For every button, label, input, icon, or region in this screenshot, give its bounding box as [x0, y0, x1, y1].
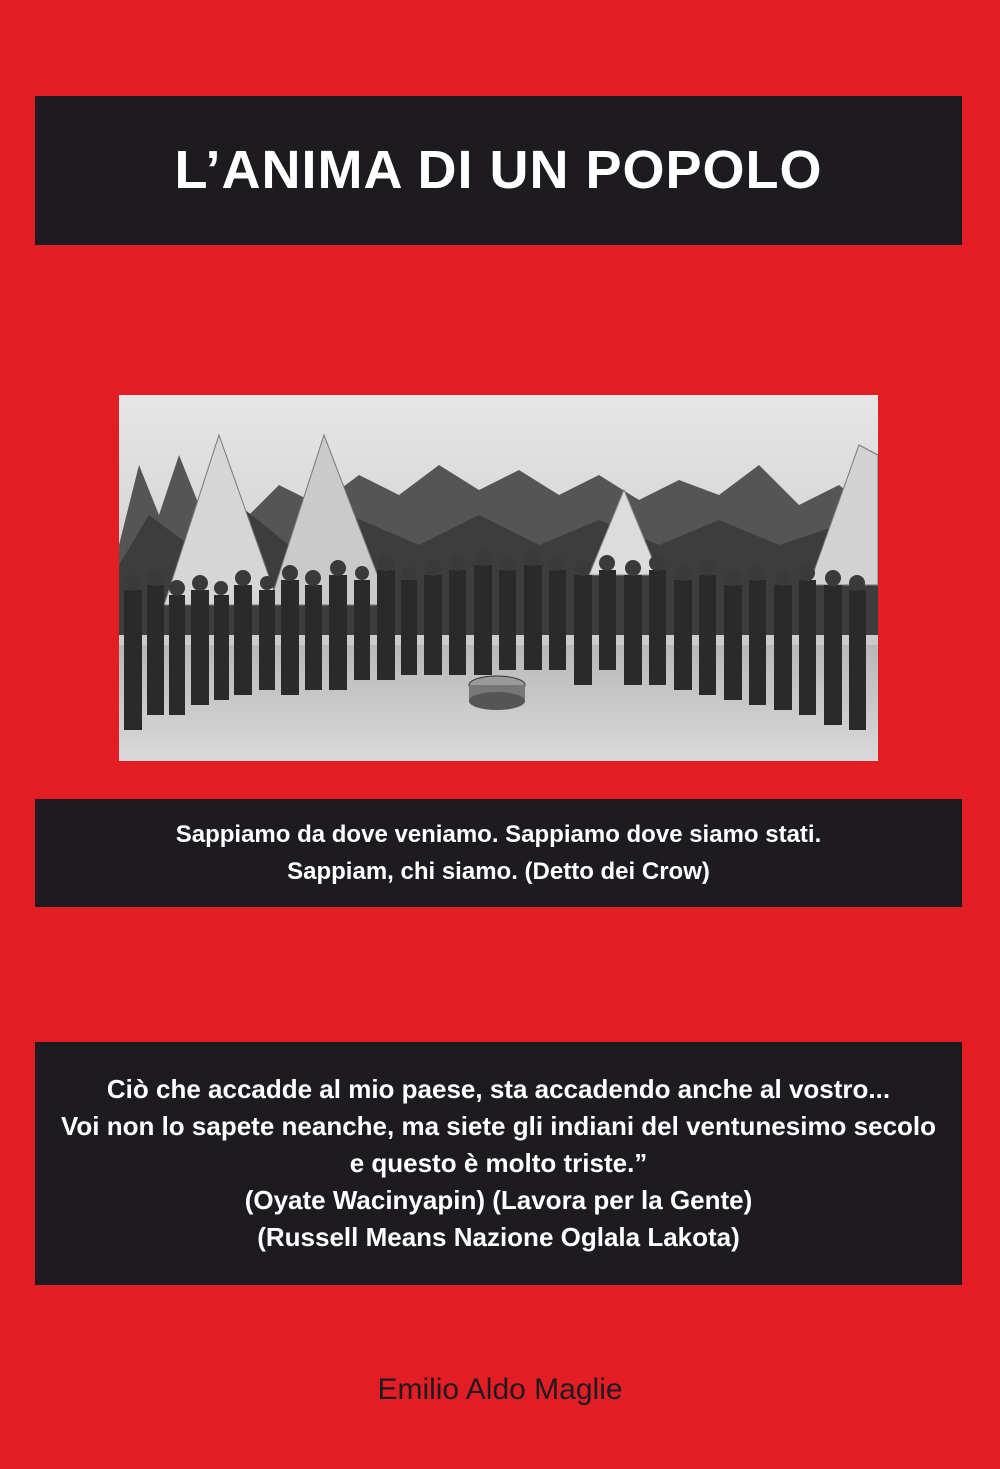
title-bar: [35, 96, 962, 245]
quote-line: Ciò che accadde al mio paese, sta accadendo anche al vostro...: [106, 1074, 891, 1104]
quote-line: (Russell Means Nazione Oglala Lakota): [257, 1222, 740, 1252]
quote-line: e questo è molto triste.”: [349, 1148, 648, 1178]
quote-line: Sappiam, chi siamo. (Detto dei Crow): [287, 858, 710, 885]
quote-line: (Oyate Wacinyapin) (Lavora per la Gente): [244, 1185, 753, 1215]
cover-photo: [119, 395, 878, 761]
quote-line: Sappiamo da dove veniamo. Sappiamo dove siamo stati.: [175, 821, 822, 848]
quote-line: Voi non lo sapete neanche, ma siete gli indiani del ventunesimo secolo: [60, 1111, 937, 1141]
book-title: L’ANIMA DI UN POPOLO: [174, 140, 823, 200]
author-name: Emilio Aldo Maglie: [377, 1373, 623, 1406]
quote-means-bar: [35, 1042, 962, 1285]
quote-crow-bar: [35, 799, 962, 907]
